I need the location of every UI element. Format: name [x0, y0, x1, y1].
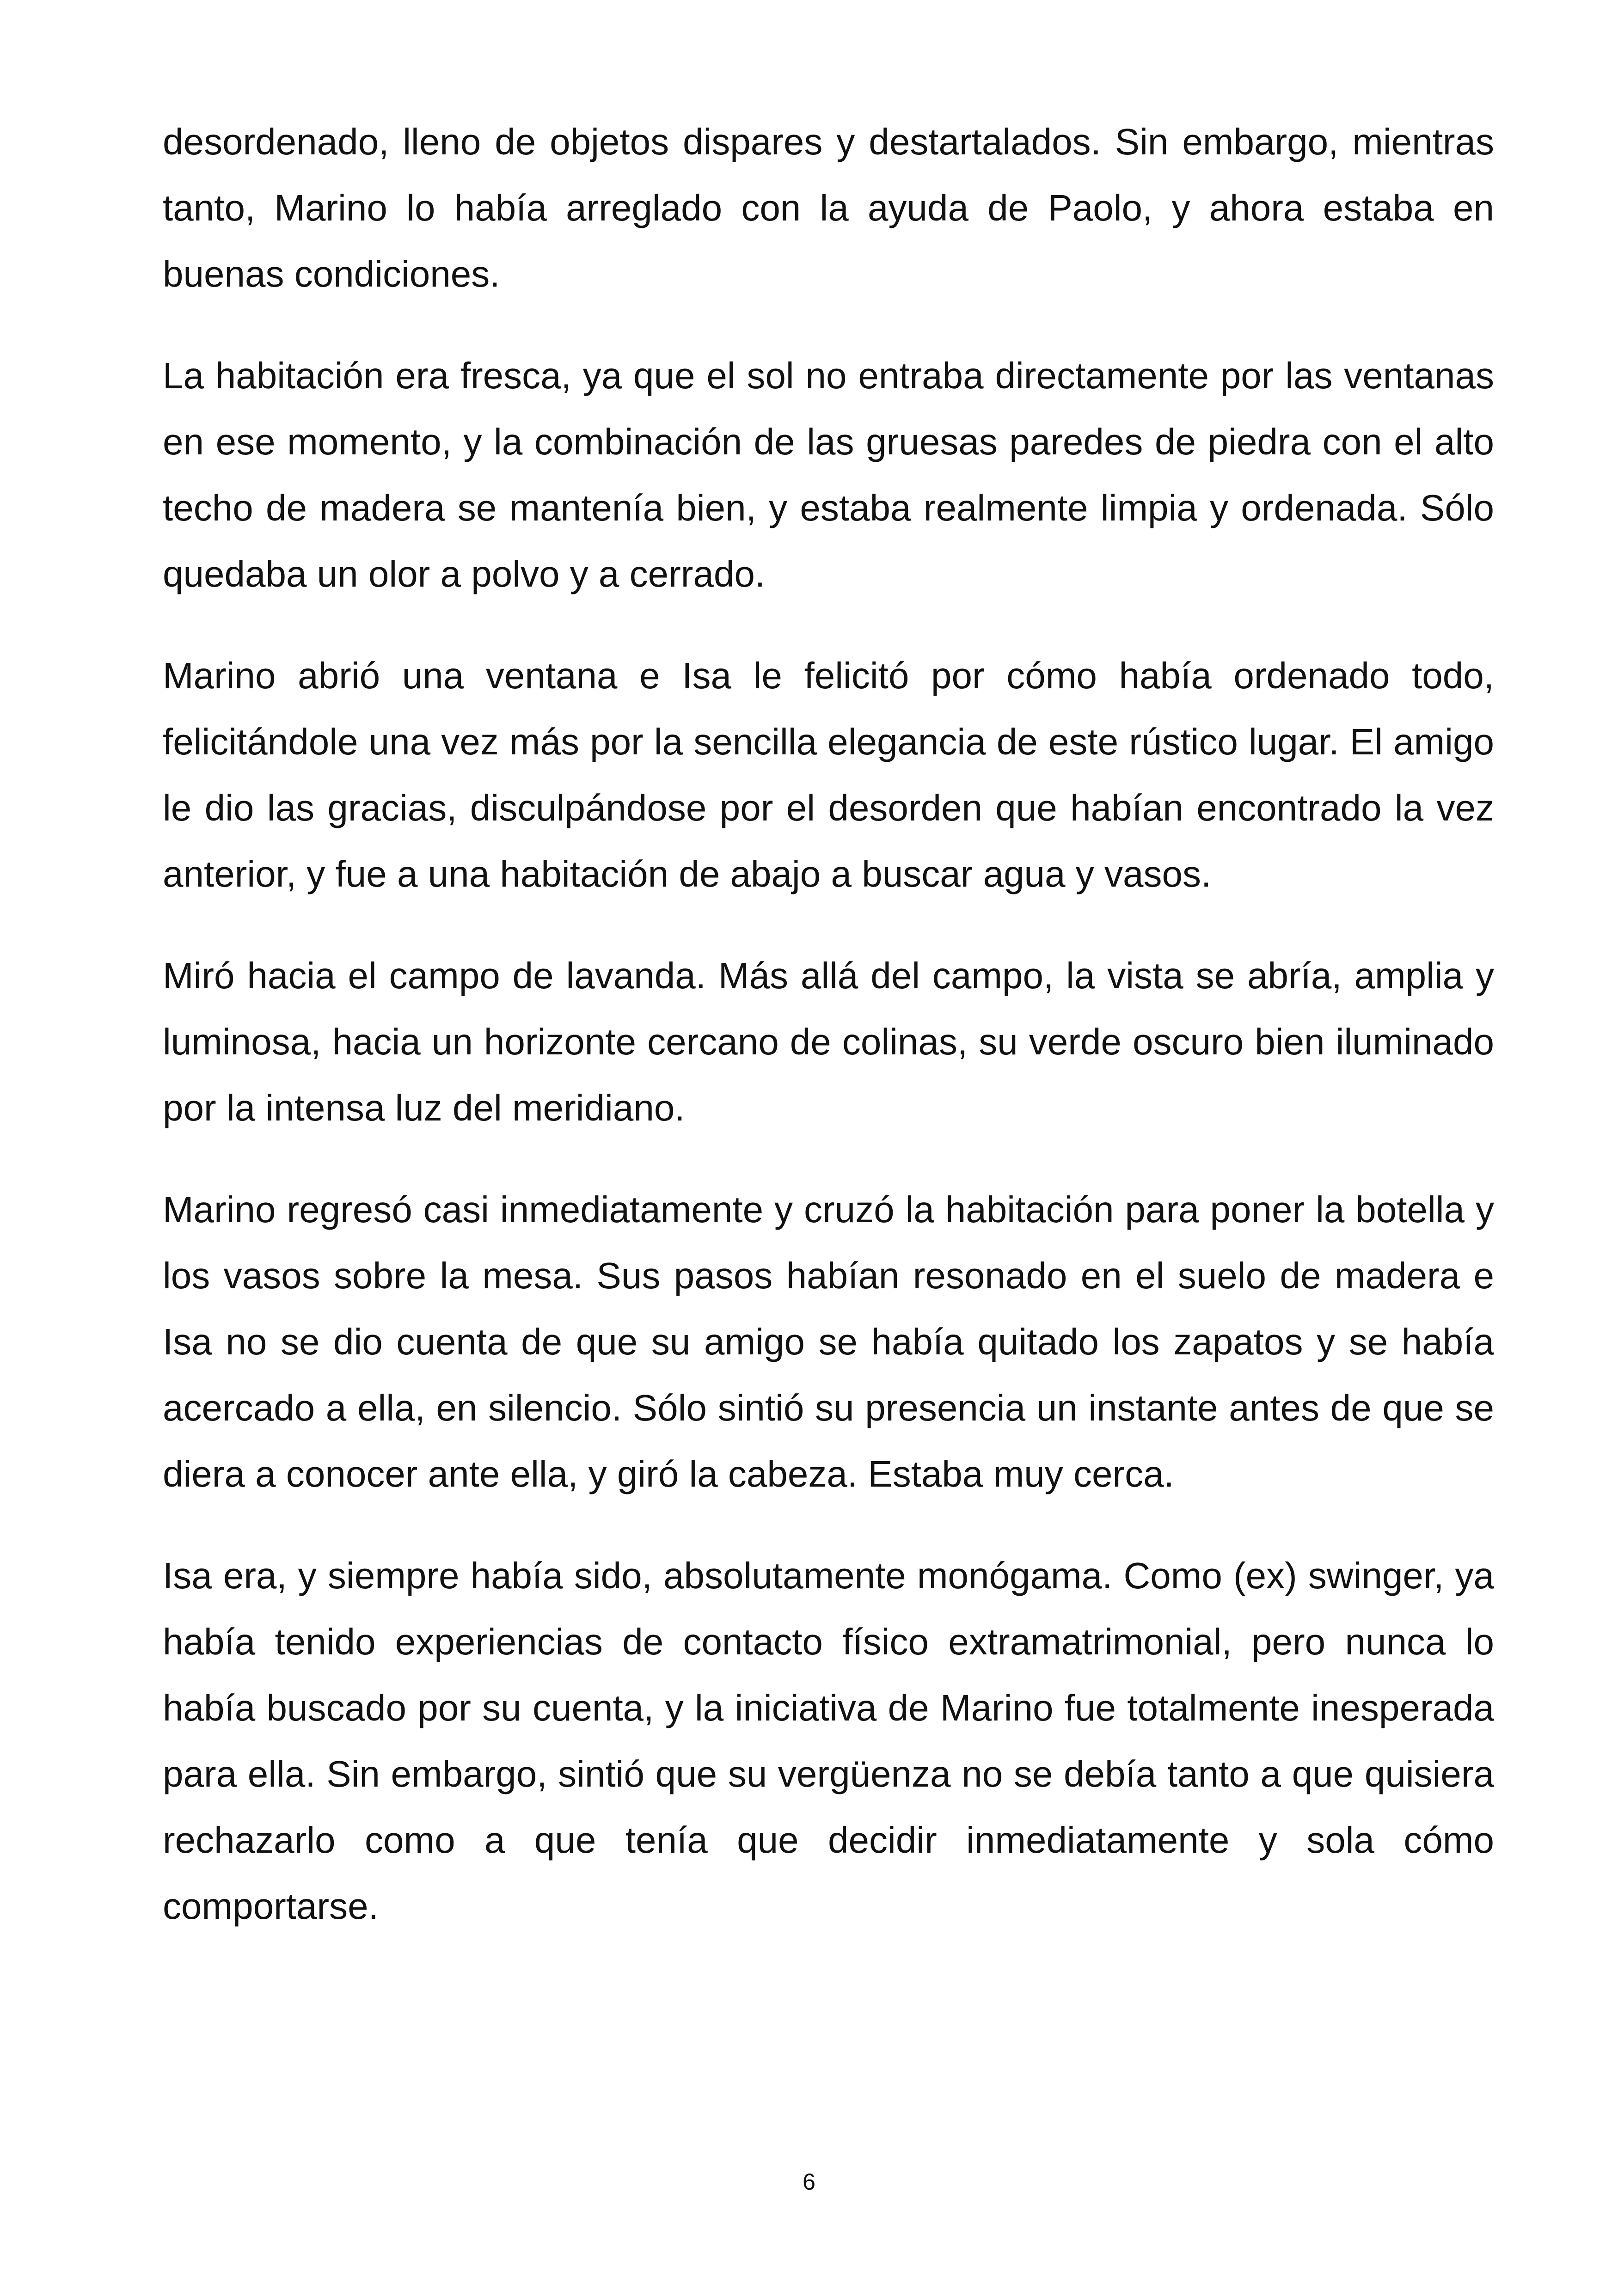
paragraph: desordenado, lleno de objetos dispares y destartalados. Sin embargo, mientras tanto, Marino lo había arreglado con la ayuda de Paolo, y ahora estaba en buenas condiciones. [163, 121, 1494, 294]
paragraph: Miró hacia el campo de lavanda. Más allá del campo, la vista se abría, amplia y luminosa, hacia un horizonte cercano de colinas, su verde oscuro bien iluminado por la intensa luz del meridiano. [163, 955, 1494, 1128]
paragraph: Marino abrió una ventana e Isa le felicitó por cómo había ordenado todo, felicitándole una vez más por la sencilla elegancia de este rústico lugar. El amigo le dio las gracias, disculpándose por el desorden que habían encontrado la vez anterior, y fue a una habitación de abajo a buscar agua y vasos. [163, 655, 1494, 894]
paragraph: Marino regresó casi inmediatamente y cruzó la habitación para poner la botella y los vasos sobre la mesa. Sus pasos habían resonado en el suelo de madera e Isa no se dio cuenta de que su amigo se había quitado los zapatos y se había acercado a ella, en silencio. Sólo sintió su presencia un instante antes de que se diera a conocer ante ella, y giró la cabeza. Estaba muy cerca. [163, 1189, 1494, 1494]
page-number: 6 [803, 2169, 815, 2195]
paragraph: Isa era, y siempre había sido, absolutamente monógama. Como (ex) swinger, ya había tenido experiencias de contacto físico extramatrimonial, pero nunca lo había buscado por su cuenta, y la iniciativa de Marino fue totalmente inesperada para ella. Sin embargo, sintió que su vergüenza no se debía tanto a que quisiera rechazarlo como a que tenía que decidir inmediatamente y sola cómo comportarse. [163, 1555, 1494, 1927]
paragraph: La habitación era fresca, ya que el sol no entraba directamente por las ventanas en ese momento, y la combinación de las gruesas paredes de piedra con el alto techo de madera se mantenía bien, y estaba realmente limpia y ordenada. Sólo quedaba un olor a polvo y a cerrado. [163, 355, 1494, 594]
document-body [163, 109, 1494, 1975]
